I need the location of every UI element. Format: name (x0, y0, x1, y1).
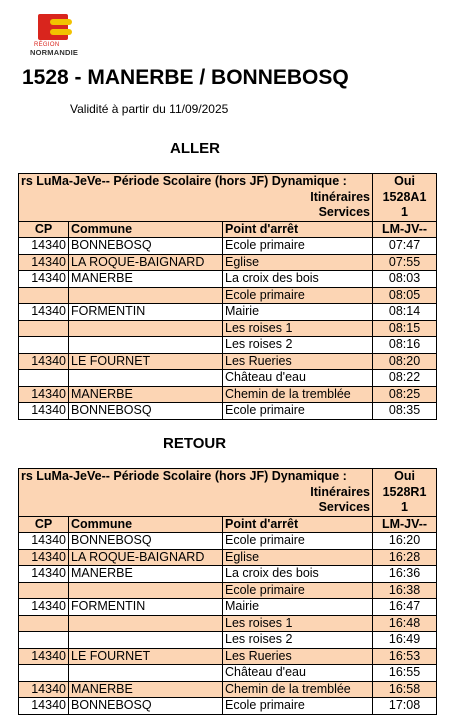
column-header-stop: Point d'arrêt (223, 516, 373, 533)
cp-cell (19, 337, 69, 354)
commune-cell: FORMENTIN (69, 599, 223, 616)
stop-cell: Chemin de la tremblée (223, 681, 373, 698)
table-row (19, 648, 437, 665)
time-cell: 16:28 (373, 549, 437, 566)
table-row (19, 681, 437, 698)
cp-cell: 14340 (19, 353, 69, 370)
cp-cell (19, 287, 69, 304)
column-header-cp: CP (19, 516, 69, 533)
table-row (19, 582, 437, 599)
time-cell: 08:20 (373, 353, 437, 370)
normandy-shield-icon (38, 14, 68, 40)
cp-cell: 14340 (19, 386, 69, 403)
period-value: Oui (373, 174, 437, 190)
stop-cell: La croix des bois (223, 271, 373, 288)
cp-cell: 14340 (19, 254, 69, 271)
commune-cell: BONNEBOSQ (69, 403, 223, 420)
stop-cell: Les roises 2 (223, 632, 373, 649)
time-cell: 08:22 (373, 370, 437, 387)
stop-cell: Ecole primaire (223, 287, 373, 304)
logo-normandie-text: NORMANDIE (30, 48, 79, 57)
commune-cell: BONNEBOSQ (69, 698, 223, 715)
itineraries-label: Itinéraires (19, 485, 373, 501)
cp-cell: 14340 (19, 271, 69, 288)
column-header-commune: Commune (69, 221, 223, 238)
validity-date: Validité à partir du 11/09/2025 (70, 102, 229, 116)
services-value: 1 (373, 205, 437, 221)
commune-cell (69, 370, 223, 387)
time-cell: 07:47 (373, 238, 437, 255)
commune-cell: LE FOURNET (69, 648, 223, 665)
cp-cell (19, 320, 69, 337)
header-itineraries-row (19, 485, 437, 501)
column-header-days: LM-JV-- (373, 221, 437, 238)
table-row (19, 566, 437, 583)
stop-cell: Château d'eau (223, 370, 373, 387)
commune-cell: MANERBE (69, 386, 223, 403)
time-cell: 08:14 (373, 304, 437, 321)
table-row (19, 386, 437, 403)
commune-cell: LE FOURNET (69, 353, 223, 370)
commune-cell: BONNEBOSQ (69, 533, 223, 550)
time-cell: 16:47 (373, 599, 437, 616)
header-itineraries-row (19, 190, 437, 206)
itineraries-label: Itinéraires (19, 190, 373, 206)
timetable-retour (18, 468, 437, 715)
period-value: Oui (373, 469, 437, 485)
table-row (19, 370, 437, 387)
stop-cell: Ecole primaire (223, 238, 373, 255)
commune-cell (69, 287, 223, 304)
cp-cell: 14340 (19, 304, 69, 321)
table-row (19, 615, 437, 632)
column-header-cp: CP (19, 221, 69, 238)
table-row (19, 403, 437, 420)
table-row (19, 599, 437, 616)
commune-cell (69, 337, 223, 354)
time-cell: 08:15 (373, 320, 437, 337)
column-header-row (19, 516, 437, 533)
stop-cell: Eglise (223, 549, 373, 566)
time-cell: 16:55 (373, 665, 437, 682)
timetable-aller-body (19, 174, 437, 420)
time-cell: 16:53 (373, 648, 437, 665)
stop-cell: Mairie (223, 304, 373, 321)
stop-cell: Ecole primaire (223, 698, 373, 715)
stop-cell: Les Rueries (223, 648, 373, 665)
table-row (19, 238, 437, 255)
table-row (19, 320, 437, 337)
table-row (19, 271, 437, 288)
stop-cell: Ecole primaire (223, 403, 373, 420)
header-services-row (19, 205, 437, 221)
column-header-stop: Point d'arrêt (223, 221, 373, 238)
stop-cell: Ecole primaire (223, 533, 373, 550)
column-header-row (19, 221, 437, 238)
commune-cell: LA ROQUE-BAIGNARD (69, 549, 223, 566)
stop-cell: Eglise (223, 254, 373, 271)
services-label: Services (19, 500, 373, 516)
cp-cell: 14340 (19, 566, 69, 583)
timetable-aller (18, 173, 437, 420)
commune-cell: BONNEBOSQ (69, 238, 223, 255)
commune-cell: MANERBE (69, 566, 223, 583)
commune-cell: FORMENTIN (69, 304, 223, 321)
time-cell: 08:16 (373, 337, 437, 354)
time-cell: 08:05 (373, 287, 437, 304)
stop-cell: Les Rueries (223, 353, 373, 370)
stop-cell: Les roises 1 (223, 320, 373, 337)
commune-cell: MANERBE (69, 271, 223, 288)
cp-cell: 14340 (19, 648, 69, 665)
table-row (19, 337, 437, 354)
lion-icon (50, 19, 72, 25)
time-cell: 08:35 (373, 403, 437, 420)
time-cell: 07:55 (373, 254, 437, 271)
region-normandie-logo (30, 14, 84, 56)
time-cell: 16:49 (373, 632, 437, 649)
services-label: Services (19, 205, 373, 221)
column-header-commune: Commune (69, 516, 223, 533)
stop-cell: Les roises 2 (223, 337, 373, 354)
commune-cell (69, 320, 223, 337)
cp-cell (19, 615, 69, 632)
cp-cell (19, 370, 69, 387)
stop-cell: Ecole primaire (223, 582, 373, 599)
header-period-row (19, 174, 437, 190)
time-cell: 08:25 (373, 386, 437, 403)
table-row (19, 287, 437, 304)
time-cell: 16:48 (373, 615, 437, 632)
cp-cell: 14340 (19, 403, 69, 420)
stop-cell: Château d'eau (223, 665, 373, 682)
cp-cell: 14340 (19, 549, 69, 566)
time-cell: 16:38 (373, 582, 437, 599)
cp-cell: 14340 (19, 238, 69, 255)
cp-cell: 14340 (19, 698, 69, 715)
lion-icon (50, 29, 72, 35)
column-header-days: LM-JV-- (373, 516, 437, 533)
timetable-retour-body (19, 469, 437, 715)
section-title-retour: RETOUR (163, 435, 227, 452)
table-row (19, 632, 437, 649)
itineraries-value: 1528A1 (373, 190, 437, 206)
services-value: 1 (373, 500, 437, 516)
cp-cell: 14340 (19, 681, 69, 698)
commune-cell: LA ROQUE-BAIGNARD (69, 254, 223, 271)
time-cell: 17:08 (373, 698, 437, 715)
stop-cell: Mairie (223, 599, 373, 616)
table-row (19, 698, 437, 715)
itineraries-value: 1528R1 (373, 485, 437, 501)
page-title: 1528 - MANERBE / BONNEBOSQ (22, 66, 349, 89)
header-period-row (19, 469, 437, 485)
time-cell: 16:58 (373, 681, 437, 698)
time-cell: 16:20 (373, 533, 437, 550)
period-label: rs LuMa-JeVe-- Période Scolaire (hors JF) Dynamique : (19, 469, 373, 485)
header-services-row (19, 500, 437, 516)
stop-cell: Les roises 1 (223, 615, 373, 632)
cp-cell (19, 582, 69, 599)
time-cell: 08:03 (373, 271, 437, 288)
table-row (19, 304, 437, 321)
cp-cell (19, 632, 69, 649)
commune-cell (69, 632, 223, 649)
stop-cell: Chemin de la tremblée (223, 386, 373, 403)
cp-cell: 14340 (19, 599, 69, 616)
section-title-aller: ALLER (170, 140, 220, 157)
time-cell: 16:36 (373, 566, 437, 583)
stop-cell: La croix des bois (223, 566, 373, 583)
table-row (19, 533, 437, 550)
table-row (19, 549, 437, 566)
commune-cell: MANERBE (69, 681, 223, 698)
cp-cell: 14340 (19, 533, 69, 550)
commune-cell (69, 582, 223, 599)
cp-cell (19, 665, 69, 682)
logo-region-text: RÉGION (34, 42, 60, 48)
commune-cell (69, 665, 223, 682)
table-row (19, 254, 437, 271)
table-row (19, 353, 437, 370)
table-row (19, 665, 437, 682)
period-label: rs LuMa-JeVe-- Période Scolaire (hors JF) Dynamique : (19, 174, 373, 190)
commune-cell (69, 615, 223, 632)
